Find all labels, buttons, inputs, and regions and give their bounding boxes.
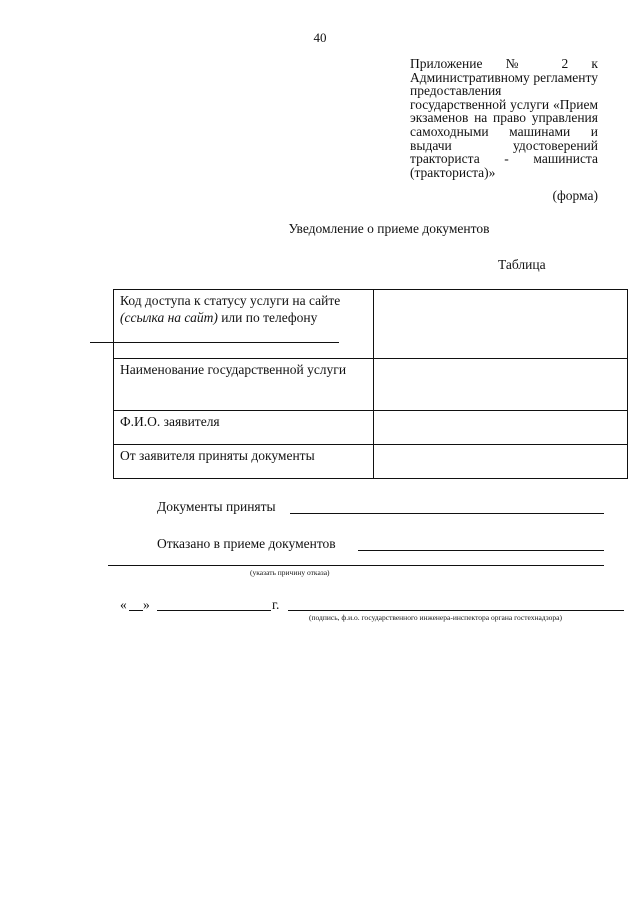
access-code-label-rest: или по телефону: [217, 310, 318, 325]
refused-line[interactable]: [358, 550, 604, 551]
refusal-reason-caption: (указать причину отказа): [250, 568, 330, 577]
access-code-label: [114, 290, 374, 359]
form-label: (форма): [552, 188, 598, 203]
document-title: Уведомление о приеме документов: [288, 221, 490, 236]
site-link-placeholder: (ссылка на сайт): [120, 310, 218, 325]
date-quote-close: »: [143, 597, 150, 612]
table-row: [114, 290, 628, 359]
refused-label: Отказано в приеме документов: [157, 536, 336, 551]
date-year-suffix: г.: [272, 597, 280, 612]
documents-accepted-line[interactable]: [290, 513, 604, 514]
signature-line[interactable]: [288, 610, 624, 611]
signature-caption: (подпись, ф.и.о. государственного инженера-инспектора органа гостехнадзора): [309, 613, 562, 622]
table-label: Таблица: [498, 257, 546, 272]
received-documents-value-cell[interactable]: [374, 445, 628, 479]
date-month-line[interactable]: [157, 610, 271, 611]
table-row: [114, 445, 628, 479]
applicant-name-label: Ф.И.О. заявителя: [114, 411, 374, 445]
table-row: [114, 359, 628, 411]
refusal-reason-line[interactable]: [108, 565, 604, 566]
table-row: [114, 411, 628, 445]
appendix-note: Приложение № 2 к Административному регламенту предоставления государственной услуги «Прием экзаменов на право управления самоходными машинами и выдачи удостоверений тракториста - машиниста (тракториста)»: [410, 56, 598, 180]
access-code-label-line1: Код доступа к статусу услуги на сайте: [120, 293, 341, 308]
phone-underline: [90, 342, 339, 343]
date-quote-open: «: [120, 597, 127, 612]
received-documents-label: От заявителя приняты документы: [114, 445, 374, 479]
notice-table: [113, 289, 628, 479]
page-number: 40: [313, 30, 327, 45]
applicant-name-value-cell[interactable]: [374, 411, 628, 445]
service-name-label: Наименование государственной услуги: [114, 359, 374, 411]
documents-accepted-label: Документы приняты: [157, 499, 276, 514]
access-code-value-cell[interactable]: [374, 290, 628, 359]
service-name-value-cell[interactable]: [374, 359, 628, 411]
date-day-line[interactable]: [129, 610, 143, 611]
